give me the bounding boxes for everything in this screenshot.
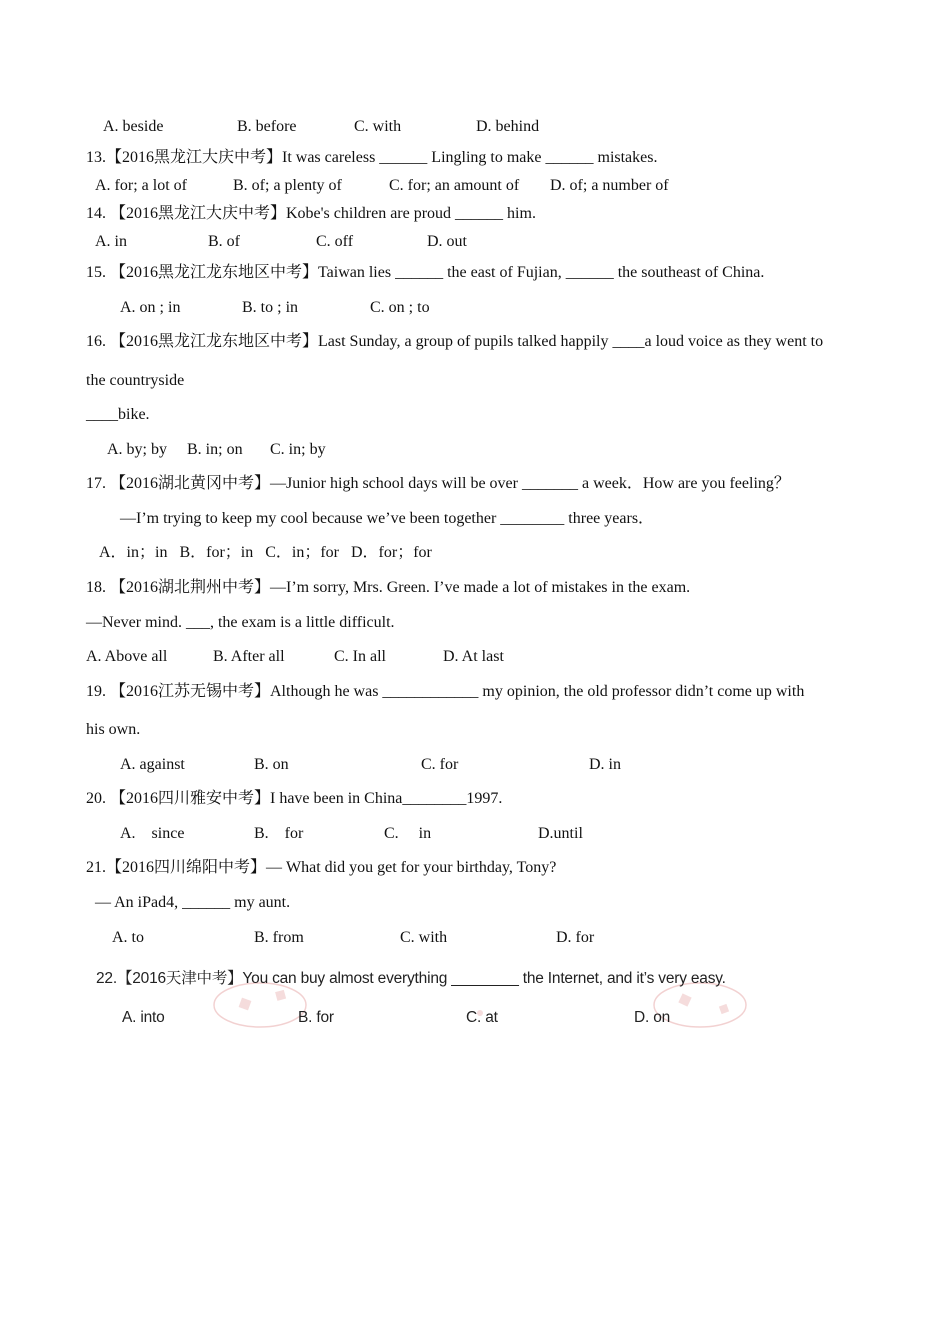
q18-option-c: C. In all [334,648,386,665]
q18-option-d: D. At last [443,648,504,665]
q17-stem-line1: 17. 【2016湖北黄冈中考】—Junior high school days will be over _______ a week．How are you feeling？ [86,475,790,492]
q22-option-c: C. at [466,1009,498,1026]
q19-option-d: D. in [589,756,621,773]
q15-stem: 15. 【2016黑龙江龙东地区中考】Taiwan lies ______ the east of Fujian, ______ the southeast of China. [86,264,765,281]
q12-option-b: B. before [237,118,297,135]
q16-stem-line2: the countryside [86,372,185,389]
q14-option-a: A. in [95,233,127,250]
q13-option-c: C. for; an amount of [389,177,520,194]
q18-stem-line1: 18. 【2016湖北荆州中考】—I’m sorry, Mrs. Green. I’ve made a lot of mistakes in the exam. [86,579,691,596]
q16-option-b: B. in; on [187,441,243,458]
q16-option-c: C. in; by [270,441,326,458]
q17-options: A．in；in B．for；in C．in；for D．for；for [99,544,432,561]
q19-stem-line2: his own. [86,721,141,738]
q12-option-c: C. with [354,118,402,135]
q13-option-d: D. of; a number of [550,177,669,194]
q15-option-b: B. to ; in [242,299,299,316]
q20-option-c: C. in [384,825,432,842]
q21-option-a: A. to [112,929,144,946]
q20-option-b: B. for [254,825,304,842]
q14-option-b: B. of [208,233,240,250]
q19-option-c: C. for [421,756,459,773]
q16-option-a: A. by; by [107,441,167,458]
q15-option-a: A. on ; in [120,299,181,316]
q14-stem: 14. 【2016黑龙江大庆中考】Kobe's children are proud ______ him. [86,205,536,222]
q12-option-a: A. beside [103,118,164,135]
q13-option-a: A. for; a lot of [95,177,187,194]
q21-option-c: C. with [400,929,448,946]
q18-option-b: B. After all [213,648,285,665]
q12-option-d: D. behind [476,118,540,135]
q21-stem-line2: — An iPad4, ______ my aunt. [95,894,291,911]
q22-option-d: D. on [634,1009,671,1026]
q19-stem-line1: 19. 【2016江苏无锡中考】Although he was ____________ my opinion, the old professor didn’t come up with [86,683,805,700]
q20-stem: 20. 【2016四川雅安中考】I have been in China________1997. [86,790,503,807]
q16-stem-line1: 16. 【2016黑龙江龙东地区中考】Last Sunday, a group of pupils talked happily ____a loud voice as they went to [86,333,824,350]
q19-option-a: A. against [120,756,185,773]
q17-stem-line2: —I’m trying to keep my cool because we’ve been together ________ three years． [120,510,655,527]
q20-option-d: D.until [538,825,583,842]
watermark-stamp [180,965,780,1035]
q15-option-c: C. on ; to [370,299,430,316]
q14-option-d: D. out [427,233,467,250]
q19-option-b: B. on [254,756,289,773]
q18-stem-line2: —Never mind. ___, the exam is a little difficult. [86,614,395,631]
q14-option-c: C. off [316,233,354,250]
q13-option-b: B. of; a plenty of [233,177,342,194]
q18-option-a: A. Above all [86,648,168,665]
q21-option-d: D. for [556,929,595,946]
q22-option-b: B. for [298,1009,334,1026]
q16-stem-line3: ____bike. [86,406,150,423]
q22-option-a: A. into [122,1009,165,1026]
q13-stem: 13.【2016黑龙江大庆中考】It was careless ______ Lingling to make ______ mistakes. [86,149,658,166]
q21-stem-line1: 21.【2016四川绵阳中考】— What did you get for your birthday, Tony? [86,859,557,876]
q22-stem: 22.【2016天津中考】You can buy almost everything ________ the Internet, and it’s very easy. [96,970,726,987]
q21-option-b: B. from [254,929,304,946]
q20-option-a: A. since [120,825,185,842]
